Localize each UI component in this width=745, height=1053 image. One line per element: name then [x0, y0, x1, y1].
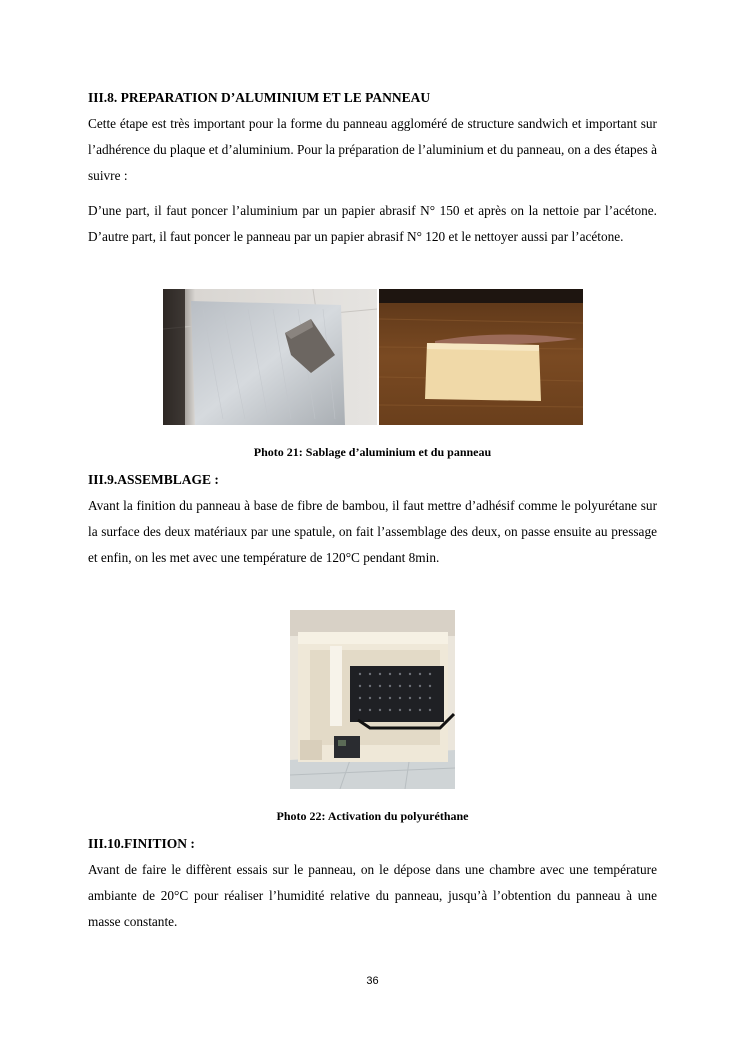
- photo-aluminium-sanding: [163, 289, 377, 425]
- photo-panneau-sanding: [379, 289, 583, 425]
- section-heading-preparation: III.8. PREPARATION D’ALUMINIUM ET LE PANNEAU: [88, 90, 431, 105]
- paragraph-preparation-steps: D’une part, il faut poncer l’aluminium par un papier abrasif N° 150 et après on la nettoie par l’acétone. D’autre part, il faut poncer le panneau par un papier abrasif N° 120 et le nettoyer aussi par l’acétone.: [88, 203, 657, 244]
- figure-caption-photo-22: Photo 22: Activation du polyuréthane: [276, 809, 469, 823]
- photo-activation-polyurethane: [290, 610, 455, 789]
- figure-caption-photo-21: Photo 21: Sablage d’aluminium et du panneau: [253, 445, 492, 459]
- paragraph-finition: Avant de faire le diffèrent essais sur le panneau, on le dépose dans une chambre avec une température ambiante de 20°C pour réaliser l’humidité relative du panneau, jusqu’à l’obtention du panneau à une masse constante.: [88, 862, 657, 929]
- paragraph-assemblage: Avant la finition du panneau à base de fibre de bambou, il faut mettre d’adhésif comme le polyurétane sur la surface des deux matériaux par une spatule, on fait l’assemblage des deux, on passe ensuite au pressage et enfin, on les met avec une température de 120°C pendant 8min.: [88, 498, 657, 565]
- section-heading-finition: III.10.FINITION :: [88, 836, 195, 851]
- section-heading-assemblage: III.9.ASSEMBLAGE :: [88, 472, 219, 487]
- page-number: 36: [366, 975, 379, 987]
- paragraph-preparation-intro: Cette étape est très important pour la forme du panneau aggloméré de structure sandwich et important sur l’adhérence du plaque et d’aluminium. Pour la préparation de l’aluminium et du panneau, on a des étapes à suivre :: [88, 116, 657, 183]
